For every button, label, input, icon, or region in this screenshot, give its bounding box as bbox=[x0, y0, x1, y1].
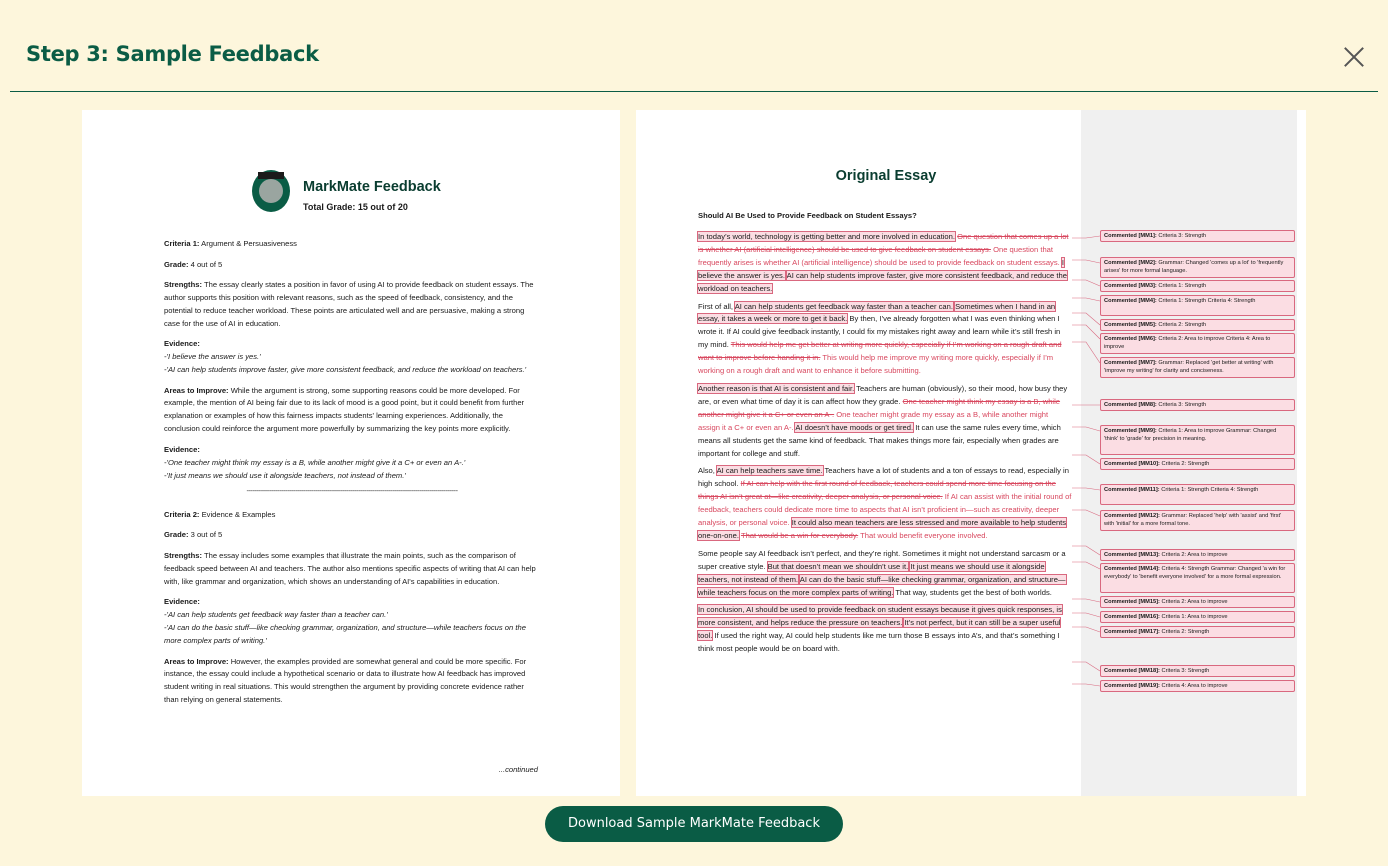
comment-bubble[interactable] bbox=[1100, 549, 1295, 561]
comment-id: Commented [MM6]: bbox=[1104, 336, 1157, 342]
comment-leader-line bbox=[1072, 455, 1100, 464]
comment-id: Commented [MM8]: bbox=[1104, 402, 1157, 408]
continued-label: ...continued bbox=[498, 765, 538, 774]
comment-text: Criteria 2: Area to improve bbox=[1159, 552, 1228, 558]
commented-text[interactable]: It could also mean teachers are less stressed and more available to help students one-on-one. bbox=[698, 518, 1067, 540]
commented-text[interactable]: Another reason is that AI is consistent and fair. bbox=[698, 383, 855, 393]
comment-bubble[interactable] bbox=[1100, 230, 1295, 242]
criteria-2-heading: Criteria 2: Evidence & Examples bbox=[164, 509, 276, 519]
essay-page bbox=[636, 110, 1306, 796]
comment-leader-line bbox=[1072, 427, 1100, 431]
header-divider bbox=[10, 91, 1378, 92]
commented-text[interactable]: AI can do the basic stuff—like checking grammar, organization, and structure—while teachers focus on the more complex parts of writing. bbox=[698, 574, 1066, 597]
total-grade: Total Grade: 15 out of 20 bbox=[303, 202, 408, 212]
comment-leader-line bbox=[1072, 546, 1100, 555]
comment-bubble[interactable] bbox=[1100, 510, 1295, 531]
inserted-text: One teacher might grade my essay as a B, while another might assign it a C+ or even an A-. bbox=[698, 409, 1049, 432]
evidence-quote: -'AI can help students improve faster, give more consistent feedback, and reduce the workload on teachers.' bbox=[164, 365, 527, 375]
comment-id: Commented [MM5]: bbox=[1104, 322, 1157, 328]
comment-id: Commented [MM11]: bbox=[1104, 487, 1160, 493]
essay-text: First of all, bbox=[698, 301, 735, 311]
comment-bubble[interactable] bbox=[1100, 357, 1295, 378]
comment-bubble[interactable] bbox=[1100, 257, 1295, 278]
comment-leader-line bbox=[1072, 236, 1100, 238]
essay-text: That way, students get the best of both worlds. bbox=[893, 587, 1052, 597]
deleted-text: One question that comes up a lot is whether AI (artificial intelligence) should be used to give feedback on student essays. bbox=[698, 232, 1069, 254]
deleted-text: If AI can help with the first round of feedback, teachers could spend more time focusing on the things AI isn’t great at—like creativity, deeper analysis, or personal voice. bbox=[698, 479, 1056, 502]
evidence-quote: -'It just means we should use it alongside teachers, not instead of them.' bbox=[164, 470, 406, 480]
essay-text: It can use the same rules every time, which means all students get the same kind of feedback. That makes things more fair, especially when grades are important for college and stuff. bbox=[698, 422, 1061, 458]
comment-text: Criteria 3: Strength bbox=[1156, 402, 1207, 408]
comment-text: Criteria 1: Strength Criteria 4: Strength bbox=[1159, 487, 1259, 493]
comment-id: Commented [MM4]: bbox=[1104, 298, 1157, 304]
comment-bubble[interactable] bbox=[1100, 280, 1295, 292]
page-title: Step 3: Sample Feedback bbox=[26, 42, 319, 66]
commented-text[interactable]: AI can help teachers save time. bbox=[716, 466, 823, 476]
commented-text[interactable]: I believe the answer is yes. bbox=[698, 257, 1064, 280]
comment-text: Criteria 1: Strength Criteria 4: Strength bbox=[1156, 298, 1256, 304]
evidence-quote: -'I believe the answer is yes.' bbox=[164, 352, 261, 362]
comment-leader-line bbox=[1072, 510, 1100, 516]
comment-text: Criteria 2: Area to improve Criteria 4: Area to improve bbox=[1104, 336, 1271, 351]
comment-bubble[interactable] bbox=[1100, 680, 1295, 692]
download-feedback-button[interactable]: Download Sample MarkMate Feedback bbox=[545, 806, 843, 842]
comment-leader-line bbox=[1072, 599, 1100, 602]
comment-bubble[interactable] bbox=[1100, 333, 1295, 354]
comment-bubble[interactable] bbox=[1100, 484, 1295, 505]
essay-text: Also, bbox=[698, 466, 717, 476]
comment-text: Criteria 2: Strength bbox=[1156, 322, 1207, 328]
comment-leader-line bbox=[1072, 280, 1100, 286]
comment-leader-line bbox=[1072, 488, 1100, 490]
commented-text[interactable]: It just means we should use it alongside teachers, not instead of them. bbox=[698, 561, 1045, 584]
evidence-heading: Evidence: bbox=[164, 444, 200, 454]
comment-leader-line bbox=[1072, 613, 1100, 617]
commented-text[interactable]: AI can help students get feedback way faster than a teacher can. bbox=[734, 301, 953, 311]
comment-id: Commented [MM15]: bbox=[1104, 599, 1160, 605]
comment-text: Grammar: Replaced 'help' with 'assist' and 'first' with 'initial' for a more formal tone. bbox=[1104, 513, 1282, 528]
criteria-1-grade: Grade: 4 out of 5 bbox=[164, 259, 223, 269]
essay-text: Teachers have a lot of students and a ton of essays to read, especially in high school. bbox=[698, 466, 1069, 489]
comment-bubble[interactable] bbox=[1100, 665, 1295, 677]
commented-text[interactable]: In today’s world, technology is getting better and more involved in education. bbox=[698, 232, 955, 241]
comment-bubble[interactable] bbox=[1100, 563, 1295, 593]
inserted-text: This would help me improve my writing more quickly, especially if I’m working on a rough draft and want to enhance it before submitting. bbox=[698, 353, 1054, 376]
comment-bubble[interactable] bbox=[1100, 626, 1295, 638]
comment-leader-line bbox=[1072, 627, 1100, 632]
comment-bubble[interactable] bbox=[1100, 319, 1295, 331]
criteria-1-strengths: Strengths: The essay clearly states a position in favor of using AI to provide feedback on student essays. The author supports this position with relevant reasons, such as the speed of feedback, consistency, and the potential to reduce teacher workload. These points are articulated well and are persuasive, making a strong case for the use of AI in education. bbox=[164, 280, 534, 328]
commented-text[interactable]: But that doesn’t mean we shouldn’t use it. bbox=[767, 561, 909, 571]
comment-leader-line bbox=[1072, 313, 1100, 325]
comment-bubble[interactable] bbox=[1100, 596, 1295, 608]
commented-text[interactable]: AI can help students improve faster, give more consistent feedback, and reduce the workload on teachers. bbox=[698, 270, 1067, 293]
comment-text: Criteria 3: Strength bbox=[1159, 668, 1210, 674]
comment-id: Commented [MM14]: bbox=[1104, 566, 1160, 572]
comment-id: Commented [MM13]: bbox=[1104, 552, 1160, 558]
comment-id: Commented [MM19]: bbox=[1104, 683, 1160, 689]
comment-bubble[interactable] bbox=[1100, 399, 1295, 411]
deleted-text: That would be a win for everybody. bbox=[740, 530, 859, 540]
comment-id: Commented [MM2]: bbox=[1104, 260, 1157, 266]
comment-leader-line bbox=[1072, 684, 1100, 686]
comment-leader-line bbox=[1072, 662, 1100, 671]
criteria-1-areas: Areas to Improve: While the argument is strong, some supporting reasons could be more developed. For example, the mention of AI being fair due to its lack of mood is a good point, but it could benefit from further explanation or examples of how this fairness impacts students' learning experiences. Additionally, the conclusion could reinforce the argument more powerfully by summarizing the key points more explicitly. bbox=[164, 385, 525, 434]
comment-id: Commented [MM16]: bbox=[1104, 614, 1160, 620]
comment-leader-line bbox=[1072, 562, 1100, 569]
brand-name: MarkMate Feedback bbox=[303, 179, 441, 195]
comment-id: Commented [MM18]: bbox=[1104, 668, 1160, 674]
feedback-page bbox=[82, 110, 620, 796]
essay-text: If used the right way, AI could help students like me turn those B essays into A’s, and that’s something I think most people would be on board with. bbox=[698, 631, 1060, 654]
essay-question: Should AI Be Used to Provide Feedback on Student Essays? bbox=[698, 211, 917, 220]
evidence-heading: Evidence: bbox=[164, 339, 200, 349]
comment-id: Commented [MM12]: bbox=[1104, 513, 1160, 519]
comment-text: Criteria 1: Area to improve bbox=[1159, 614, 1228, 620]
comment-bubble[interactable] bbox=[1100, 425, 1295, 455]
criteria-2-grade: Grade: 3 out of 5 bbox=[164, 530, 223, 540]
feedback-body bbox=[164, 238, 540, 707]
comment-leader-line bbox=[1072, 298, 1100, 301]
deleted-text: This would help me get better at writing more quickly, especially if I’m working on a rough draft and want to improve before handing it in. bbox=[698, 340, 1062, 363]
comment-text: Criteria 4: Area to improve bbox=[1159, 683, 1228, 689]
header bbox=[0, 0, 1388, 92]
comment-bubble[interactable] bbox=[1100, 295, 1295, 316]
evidence-quote: -'One teacher might think my essay is a B, while another might give it a C+ or even an A-.' bbox=[164, 457, 466, 467]
essay-text: Teachers are human (obviously), so their mood, how busy they are, or even what time of day it is can affect how they grade. bbox=[698, 383, 1068, 406]
comment-leader-line bbox=[1072, 342, 1100, 363]
comment-id: Commented [MM9]: bbox=[1104, 428, 1157, 434]
criteria-1-heading: Criteria 1: Argument & Persuasiveness bbox=[164, 239, 297, 248]
commented-text[interactable]: AI doesn’t have moods or get tired. bbox=[795, 422, 914, 432]
comment-leader-line bbox=[1072, 325, 1100, 339]
comment-text: Grammar: Changed 'comes up a lot' to 'frequently arises' for more formal language. bbox=[1104, 260, 1284, 275]
commented-text[interactable]: In conclusion, AI should be used to provide feedback on student essays because it gives quick responses, is more consistent, and helps reduce the pressure on teachers. bbox=[698, 605, 1062, 628]
comment-bubble[interactable] bbox=[1100, 458, 1295, 470]
comment-id: Commented [MM17]: bbox=[1104, 629, 1160, 635]
essay-text: Some people say AI feedback isn’t perfect, and they’re right. Sometimes it might not understand sarcasm or a super creative style. bbox=[698, 548, 1066, 571]
inserted-text: That would benefit everyone involved. bbox=[858, 530, 988, 540]
evidence-quote: -'AI can help students get feedback way faster than a teacher can.' bbox=[164, 610, 388, 620]
comment-text: Grammar: Replaced 'get better at writing' with 'improve my writing' for clarity and conciseness. bbox=[1104, 360, 1274, 375]
comment-leader-line bbox=[1072, 260, 1100, 263]
comment-list bbox=[1100, 110, 1296, 796]
commented-text[interactable]: It’s not perfect, but it can still be a super useful tool. bbox=[698, 618, 1061, 641]
criteria-2-areas: Areas to Improve: However, the examples provided are somewhat general and could be more specific. For instance, the essay could include a hypothetical scenario or data to illustrate how AI feedback has improved student writing in real situations. This would strengthen the argument by providing concrete evidence rather than relying on general statements. bbox=[164, 656, 527, 705]
evidence-heading: Evidence: bbox=[164, 597, 200, 607]
comment-id: Commented [MM7]: bbox=[1104, 360, 1157, 366]
inserted-text: One question that frequently arises is whether AI (artificial intelligence) should be used to provide feedback on student essays. bbox=[698, 244, 1060, 267]
essay-text: By then, I’ve already forgotten what I was even thinking when I wrote it. If AI could give feedback instantly, I could fix my mistakes right away and learn while it’s still fresh in my mind. bbox=[698, 314, 1061, 350]
comment-text: Criteria 2: Strength bbox=[1159, 461, 1210, 467]
criteria-2-strengths: Strengths: The essay includes some examples that illustrate the main points, such as the comparison of feedback speed between AI and teachers. The author also mentions specific aspects of writing that AI can help with, like grammar and organization, which shows an understanding of AI's capabilities in education. bbox=[164, 550, 536, 586]
comment-text: Criteria 2: Area to improve bbox=[1159, 599, 1228, 605]
koala-logo-icon bbox=[252, 170, 290, 212]
section-divider: -------------------------------------------------------------------------------------------------------- bbox=[246, 486, 458, 496]
deleted-text: One teacher might think my essay is a B, while another might give it a C+ or even an A-. bbox=[698, 396, 1061, 419]
commented-text[interactable]: Sometimes when I hand in an essay, it takes a week or more to get it back. bbox=[698, 301, 1056, 324]
essay-title: Original Essay bbox=[835, 168, 937, 184]
comment-id: Commented [MM10]: bbox=[1104, 461, 1160, 467]
evidence-quote: -'AI can do the basic stuff—like checking grammar, organization, and structure—while teachers focus on the more complex parts of writing.' bbox=[164, 623, 526, 645]
inserted-text: If AI can assist with the initial round of feedback, teachers could dedicate more time to aspects that AI isn’t proficient in—such as creativity, deeper analysis, or personal voice. bbox=[698, 492, 1072, 528]
comment-text: Criteria 2: Strength bbox=[1159, 629, 1210, 635]
comment-text: Criteria 1: Area to improve Grammar: Changed 'think' to 'grade' for precision in meaning. bbox=[1104, 428, 1277, 443]
brand-block bbox=[252, 170, 512, 214]
comment-id: Commented [MM1]: bbox=[1104, 233, 1157, 239]
comment-text: Criteria 3: Strength bbox=[1156, 233, 1207, 239]
comment-id: Commented [MM3]: bbox=[1104, 283, 1157, 289]
comment-text: Criteria 1: Strength bbox=[1156, 283, 1207, 289]
comment-bubble[interactable] bbox=[1100, 611, 1295, 623]
close-icon[interactable] bbox=[1340, 44, 1368, 72]
comment-text: Criteria 4: Strength Grammar: Changed 'a win for everybody' to 'benefit everyone involved' for a more formal expression. bbox=[1104, 566, 1286, 581]
